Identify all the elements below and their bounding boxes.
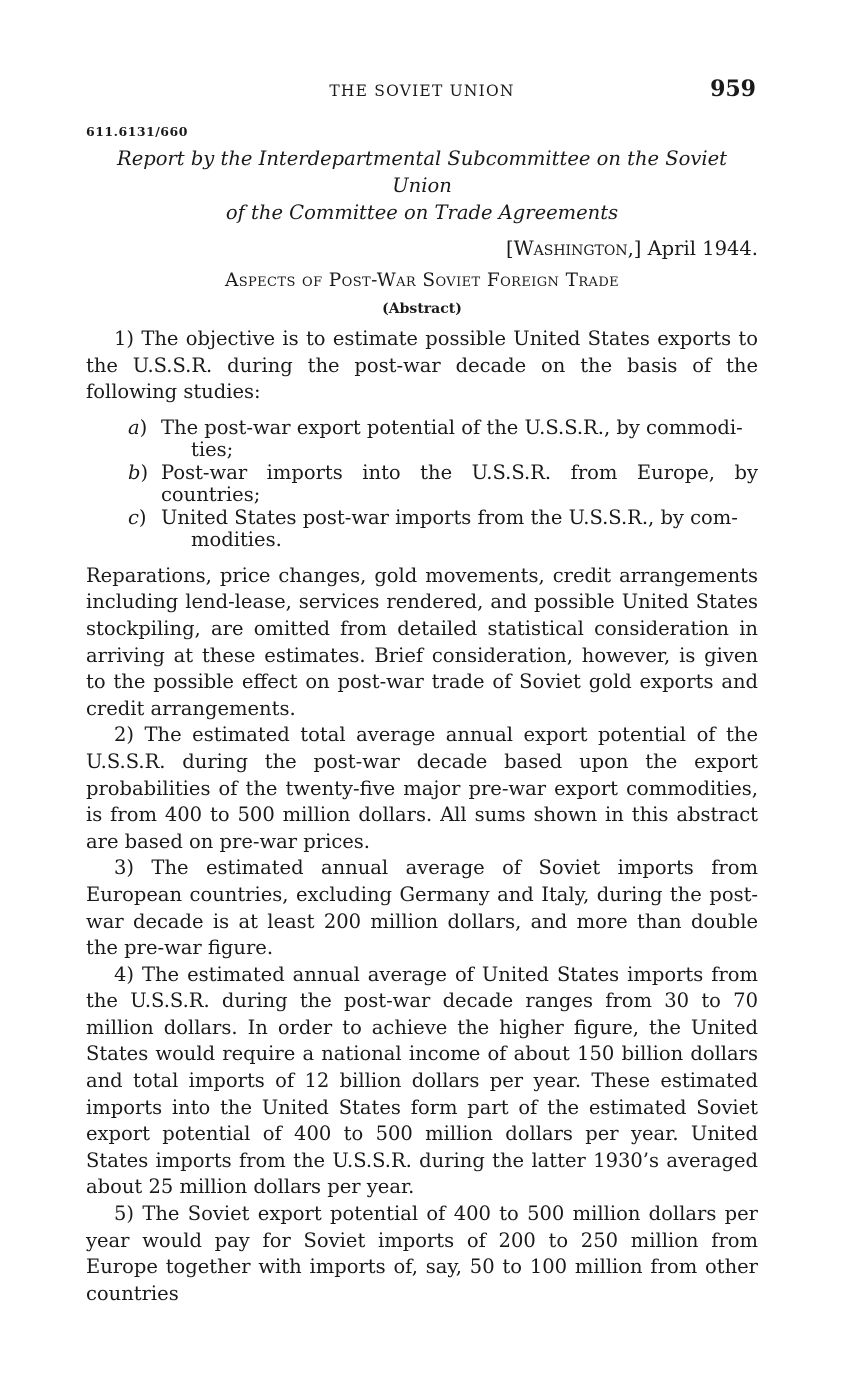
paragraph-1: 1) The objective is to estimate possible United States exports to the U.S.S.R. during the post-war decade on the basis of the following studies: [86, 327, 758, 404]
list-item-text: The post-war export potential of the U.S.S.R., by commodi- [161, 415, 743, 439]
page-number: 959 [710, 76, 756, 102]
list-item-continuation: modities. [191, 528, 282, 552]
paragraph-5: 5) The Soviet export potential of 400 to 500 million dollars per year would pay for Soviet imports of 200 to 250 million from Europe together with imports of, say, 50 to 100 million from other countries [86, 1202, 758, 1305]
page-header [86, 76, 758, 106]
dateline [86, 236, 758, 262]
dateline-bracket-close: ,] [627, 237, 642, 260]
section-heading: Aspects of Post-War Soviet Foreign Trade [224, 270, 620, 291]
list-item [86, 417, 758, 462]
list-label: c) [128, 505, 147, 529]
list-label-letter: c [128, 505, 139, 529]
paragraph-2: 2) The estimated total average annual export potential of the U.S.S.R. during the post-war decade based upon the export probabilities of the twenty-five major pre-war export commodities, is from 400 to 500 million dollars. All sums shown in this abstract are based on pre-war prices. [86, 723, 758, 853]
dateline-date: April 1944. [641, 237, 758, 260]
list-item [86, 462, 758, 507]
list-label: b) [128, 460, 149, 484]
list-label-letter: b [128, 460, 141, 484]
paragraph-4: 4) The estimated annual average of United States imports from the U.S.S.R. during the post-war decade ranges from 30 to 70 million dollars. In order to achieve the higher figure, the United States would require a national income of about 150 billion dollars and total imports of 12 billion dollars per year. These estimated imports into the United States form part of the estimated Soviet export potential of 400 to 500 million dollars per year. United States imports from the U.S.S.R. during the latter 1930’s averaged about 25 million dollars per year. [86, 962, 758, 1199]
paragraph-3: 3) The estimated annual average of Soviet imports from European countries, excluding Germany and Italy, during the post-war decade is at least 200 million dollars, and more than double the pre-war figure. [86, 856, 758, 960]
list-item-text: Post-war imports into the U.S.S.R. from Europe, by countries; [161, 460, 758, 507]
file-number: 611.6131/660 [86, 124, 188, 139]
title-line-2: of the Committee on Trade Agreements [225, 201, 619, 224]
title-line-1: Report by the Interdepartmental Subcommittee on the Soviet Union [117, 147, 727, 197]
list-item [86, 507, 758, 552]
document-title [86, 145, 758, 226]
running-head: THE SOVIET UNION [329, 82, 515, 100]
studies-list [86, 417, 758, 552]
list-item-continuation: ties; [191, 438, 234, 462]
list-label: a) [128, 415, 148, 439]
document-page [86, 76, 758, 1307]
list-label-letter: a [128, 415, 140, 439]
paragraph-reparations: Reparations, price changes, gold movements, credit arrangements including lend-lease, services rendered, and possible United States stockpiling, are omitted from detailed statistical consideration in arriving at these estimates. Brief consideration, however, is given to the possible effect on post-war trade of Soviet gold exports and credit arrangements. [86, 563, 758, 720]
dateline-place: Washington [513, 237, 628, 260]
dateline-bracket-open: [ [506, 237, 514, 260]
abstract-subheading: (Abstract) [382, 301, 462, 317]
list-item-text: United States post-war imports from the U.S.S.R., by com- [161, 505, 738, 529]
